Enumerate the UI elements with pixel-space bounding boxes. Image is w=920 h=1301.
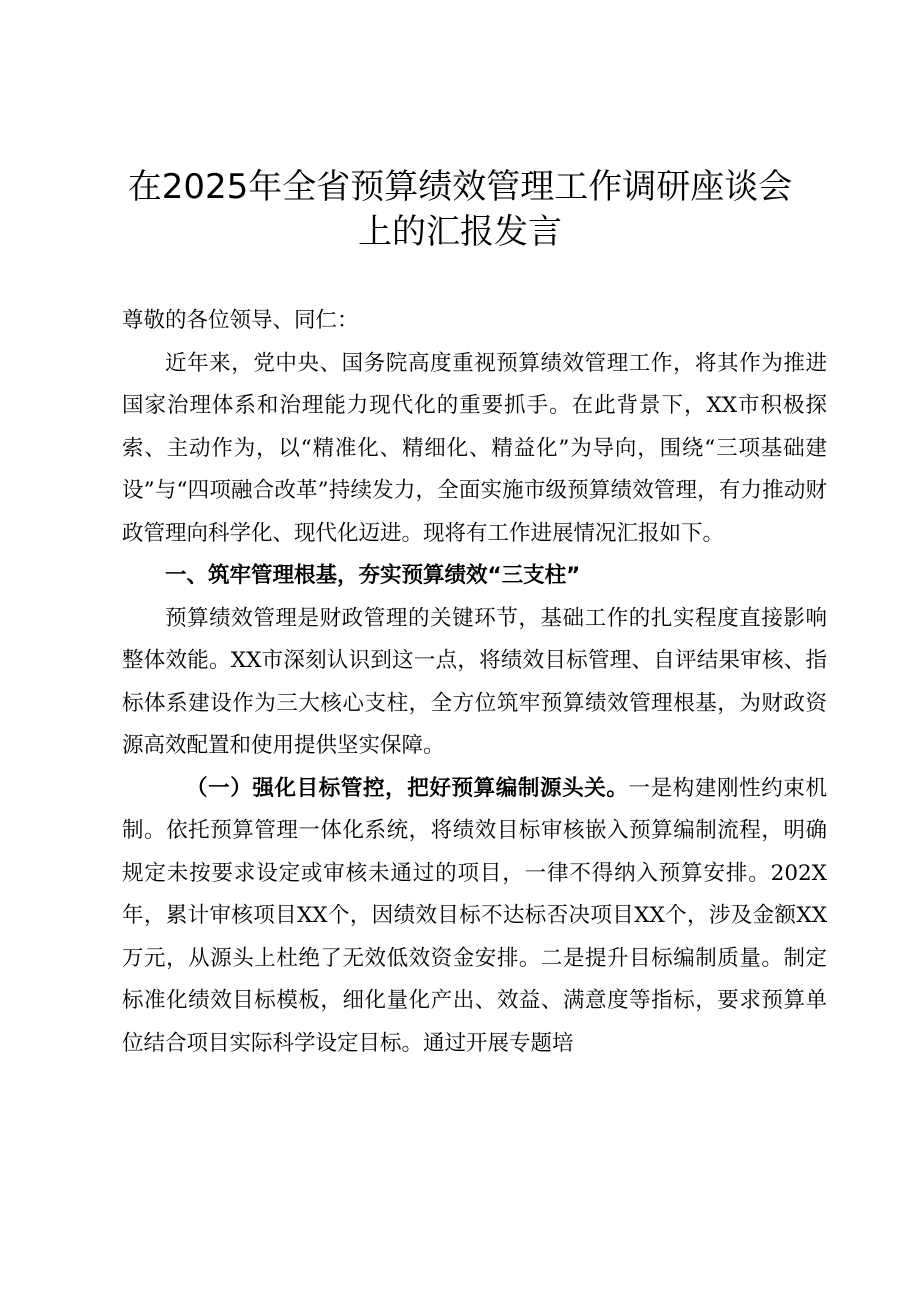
intro-paragraph: 近年来，党中央、国务院高度重视预算绩效管理工作，将其作为推进国家治理体系和治理能力现代化的重要抓手。在此背景下，XX市积极探索、主动作为，以“精准化、精细化、精益化”为导向，围绕“三项基础建设”与“四项融合改革”持续发力，全面实施市级预算绩效管理，有力推动财政管理向科学化、现代化迈进。现将有工作进展情况汇报如下。	[122, 350, 827, 546]
document-body	[122, 300, 827, 1065]
section-paragraph: 预算绩效管理是财政管理的关键环节，基础工作的扎实程度直接影响整体效能。XX市深刻认识到这一点，将绩效目标管理、自评结果审核、指标体系建设作为三大核心支柱，全方位筑牢预算绩效管理根基，为财政资源高效配置和使用提供坚实保障。	[122, 605, 827, 758]
subsection-heading: （一）强化目标管控，把好预算编制源头关。	[186, 775, 629, 801]
document-title-line-1: 在2025年全省预算绩效管理工作调研座谈会	[127, 167, 793, 207]
greeting: 尊敬的各位领导、同仁：	[122, 308, 359, 333]
subsection-paragraph	[122, 768, 827, 1066]
subsection-body: 一是构建刚性约束机制。依托预算管理一体化系统，将绩效目标审核嵌入预算编制流程，明确规定未按要求设定或审核未通过的项目，一律不得纳入预算安排。202X年，累计审核项目XX个，因绩效目标不达标否决项目XX个，涉及金额XX万元，从源头上杜绝了无效低效资金安排。二是提升目标编制质量。制定标准化绩效目标模板，细化量化产出、效益、满意度等指标，要求预算单位结合项目实际科学设定目标。通过开展专题培	[122, 775, 827, 1056]
section-heading: 一、筑牢管理根基，夯实预算绩效“三支柱”	[165, 563, 581, 588]
document-title-line-2: 上的汇报发言	[358, 212, 562, 252]
